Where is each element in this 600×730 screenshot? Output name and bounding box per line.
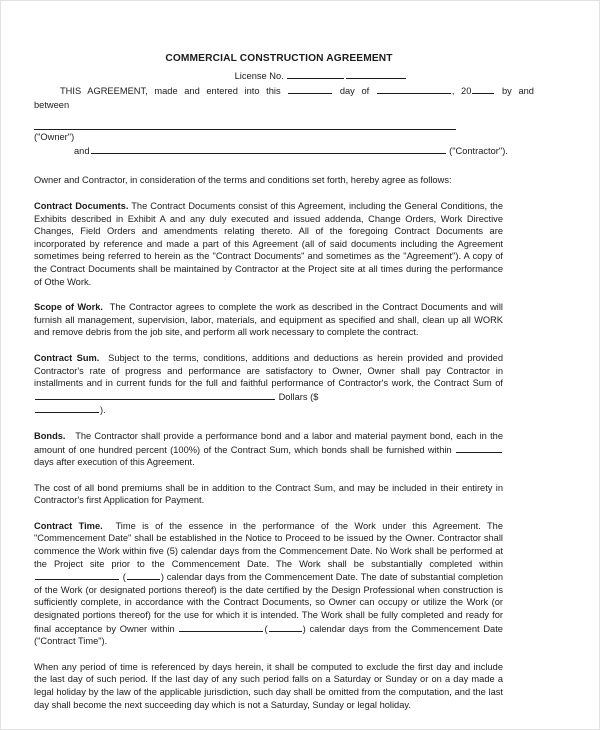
clause-body-computation-of-time: When any period of time is referenced by days herein, it shall be computed to exclude the first day and include the last day of such period. If the last day of any such period falls on a Saturday or Sunday or on a day made a legal holiday by the law of the applicable jurisdiction, such day shall be omitted from the computation, and the last day shall become the next succeeding day which is not a Saturday, Sunday or legal holiday. bbox=[34, 661, 503, 710]
clause-heading-bonds: Bonds. bbox=[34, 430, 66, 441]
substantial-completion-days-figures-blank[interactable] bbox=[127, 570, 160, 580]
clause-contract-documents bbox=[34, 200, 503, 288]
clause-heading-contract-time: Contract Time. bbox=[34, 520, 103, 531]
clause-body-bonds-tail: days after execution of this Agreement. bbox=[34, 457, 195, 468]
clause-contract-sum bbox=[34, 352, 503, 417]
clause-bonds bbox=[34, 430, 503, 469]
page-title: COMMERCIAL CONSTRUCTION AGREEMENT bbox=[165, 53, 393, 64]
between-label: between bbox=[34, 100, 70, 110]
agreement-date-line bbox=[34, 84, 534, 98]
dollar-paren-close: ). bbox=[100, 405, 106, 416]
license-label: License No. bbox=[234, 71, 284, 81]
and-label: and bbox=[74, 146, 90, 156]
final-completion-days-blank[interactable] bbox=[179, 622, 263, 632]
agreement-text-a: made and entered into this bbox=[154, 86, 281, 96]
clause-heading-contract-sum: Contract Sum. bbox=[34, 352, 100, 363]
license-number-blank-a[interactable] bbox=[287, 69, 344, 79]
dollar-paren-open: ($ bbox=[310, 391, 319, 402]
dollars-label: Dollars bbox=[278, 391, 308, 402]
agreement-text-c: , 20 bbox=[451, 86, 472, 96]
clause-body-scope-of-work: The Contractor agrees to complete the work as described in the Contract Documents and will furnish all management, supervision, labor, materials, and equipment as specified and shall, clean up all WORK and remove debris from the job site, and perform all work necessary to complete the contract. bbox=[34, 302, 503, 338]
substantial-completion-days-blank[interactable] bbox=[35, 570, 119, 580]
agreement-text-d: by bbox=[502, 86, 512, 96]
clause-contract-time: Contract Time. Time is of the essence in the performance of the Work under this Agreement. The "Commencement Date" shall be established in the Notice to Proceed to be issued by the Owner. Contractor shall commence the Work within five (5) calendar days from the Commencement Date. No Work shall be performed at the Project site prior to the Commencement Date. The Work shall be substantially completed within ( ) calendar days from the Commencement Date. The date of substantial completion of the Work (or designated portions thereof) is the date certified by the Design Professional when construction is sufficiently complete, in accordance with the Contract Documents, so Owner can occupy or utilize the Work (or designated portions thereof) for the use for which it is intended. The Work shall be fully completed and ready for final acceptance by Owner within ( ) calendar days from the Commencement Date ("Contract Time"). bbox=[34, 520, 503, 647]
clause-body-contract-time-3: ) calendar days from the Commencement Date ("Contract Time"). bbox=[34, 623, 503, 647]
clause-body-contract-time-2: ) calendar days from the Commencement Date. The date of substantial completion of the Work (or designated portions thereof) is the date certified by the Design Professional when construction is sufficiently complete, in accordance with the Contract Documents, so Owner can occupy or utilize the Work (or designated portions thereof) for the use for which it is intended. The Work shall be fully completed and ready for final acceptance by Owner within bbox=[34, 572, 503, 634]
clause-heading-scope-of-work: Scope of Work. bbox=[34, 302, 103, 313]
party-block bbox=[34, 129, 534, 158]
document-body bbox=[34, 1, 534, 730]
license-number-line bbox=[34, 69, 534, 81]
clause-bond-premiums bbox=[34, 482, 503, 507]
agreement-lead: THIS AGREEMENT, bbox=[60, 86, 148, 96]
license-number-blank-b[interactable] bbox=[346, 69, 406, 79]
clause-body-bond-premiums: The cost of all bond premiums shall be in addition to the Contract Sum, and may be included in their entirety in Contractor's first Application for Payment. bbox=[34, 482, 503, 506]
contractor-line bbox=[34, 144, 534, 158]
contract-sum-words-blank[interactable] bbox=[35, 390, 275, 400]
clause-body-contract-sum: Subject to the terms, conditions, additions and deductions as herein provided and provided Contractor's rate of progress and performance are satisfactory to Owner, Owner shall pay Contractor in installments and in current funds for the full and faithful performance of Contractor's work, the Contract Sum of bbox=[34, 352, 503, 389]
clause-body-bonds: The Contractor shall provide a performance bond and a labor and material payment bond, each in the amount of one hundred percent (100%) of the Contract Sum, which bonds shall be furnished within bbox=[34, 430, 503, 455]
year-blank[interactable] bbox=[472, 84, 494, 94]
clause-body-contract-time-1: Time is of the essence in the performance of the Work under this Agreement. The "Commencement Date" shall be established in the Notice to Proceed to be issued by the Owner. Contractor shall commence the Work within five (5) calendar days from the Commencement Date. No Work shall be performed at the Project site prior to the Commencement Date. The Work shall be substantially completed within bbox=[34, 520, 503, 569]
month-blank[interactable] bbox=[377, 84, 451, 94]
clause-computation-of-time bbox=[34, 661, 503, 711]
agreement-lead-in: Owner and Contractor, in consideration of the terms and conditions set forth, hereby agree as follows: bbox=[34, 175, 452, 185]
contractor-label: ("Contractor"). bbox=[449, 146, 508, 156]
clause-body-contract-documents: The Contract Documents consist of this Agreement, including the General Conditions, the Exhibits described in Exhibit A and any duly executed and issued addenda, Change Orders, Work Directive Changes, Field Orders and amendments relating thereto. All of the foregoing Contract Documents are incorporated by reference and made a part of this Agreement (all of said documents including the Agreement sometimes being referred to herein as the "Contract Documents" and sometimes as the "Agreement"). A copy of the Contract Documents shall be maintained by Contractor at the Project site at all times during the performance of Othe Work. bbox=[34, 201, 503, 287]
bond-days-blank[interactable] bbox=[456, 443, 502, 453]
contract-sum-figures-blank[interactable] bbox=[35, 403, 99, 413]
contractor-name-blank[interactable] bbox=[91, 144, 446, 154]
agreement-text-e: and bbox=[518, 86, 534, 96]
agreement-text-b: day of bbox=[339, 86, 370, 96]
final-completion-days-figures-blank[interactable] bbox=[269, 622, 302, 632]
owner-label: ("Owner") bbox=[34, 132, 75, 142]
owner-name-blank[interactable] bbox=[34, 129, 456, 130]
day-blank[interactable] bbox=[288, 84, 332, 94]
clause-heading-contract-documents: Contract Documents. bbox=[34, 201, 129, 211]
clause-scope-of-work bbox=[34, 301, 503, 339]
